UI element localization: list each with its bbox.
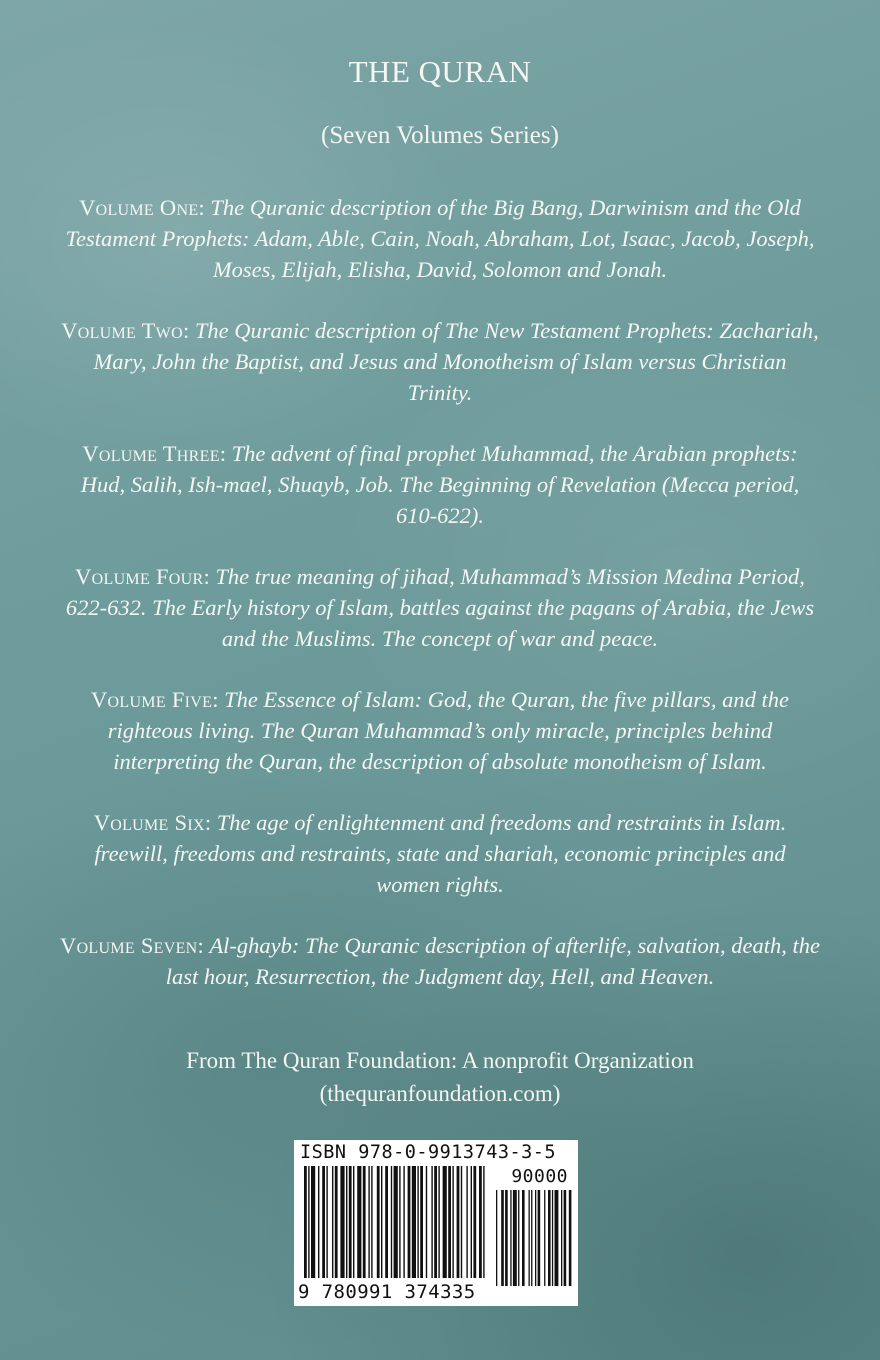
volume-entry-3: Volume Three: The advent of final prophet Muhammad, the Arabian prophets: Hud, Salih, Ish-mael, Shuayb, Job. The Beginning of Revelation (Mecca period, 610-622). bbox=[80, 441, 800, 528]
barcode-bar bbox=[438, 1166, 439, 1278]
barcode-bar bbox=[311, 1166, 315, 1278]
addon-bar bbox=[513, 1190, 517, 1286]
barcode-bar bbox=[353, 1166, 354, 1278]
addon-bar bbox=[564, 1190, 567, 1286]
volume-entry-1: Volume One: The Quranic description of the Big Bang, Darwinism and the Old Testament Prophets: Adam, Able, Cain, Noah, Abraham, Lot, Isaac, Jacob, Joseph, Moses, Elijah, Elisha, David, Solomon and Jonah. bbox=[65, 195, 815, 282]
addon-bar bbox=[522, 1190, 525, 1286]
volume-list bbox=[60, 192, 820, 1022]
barcode-bar bbox=[308, 1166, 309, 1278]
addon-bar bbox=[561, 1190, 562, 1286]
addon-bar bbox=[505, 1190, 508, 1286]
barcode-bar bbox=[318, 1166, 319, 1278]
volume-label: Volume Six bbox=[93, 810, 205, 835]
barcode-bar bbox=[403, 1166, 404, 1278]
addon-bar bbox=[496, 1190, 497, 1286]
barcode-bar bbox=[443, 1166, 447, 1278]
addon-bar bbox=[544, 1190, 545, 1286]
volume-description: Al-ghayb: The Quranic description of afterlife, salvation, death, the last hour, Resurrection, the Judgment day, Hell, and Heaven. bbox=[165, 933, 820, 989]
addon-bar bbox=[552, 1190, 553, 1286]
addon-bar bbox=[510, 1190, 511, 1286]
barcode-bar bbox=[412, 1166, 416, 1278]
volume-label: Volume Two bbox=[61, 318, 183, 343]
barcode-bar bbox=[461, 1166, 462, 1278]
barcode-bar bbox=[417, 1166, 418, 1278]
volume-entry-7: Volume Seven: Al-ghayb: The Quranic description of afterlife, salvation, death, the last hour, Resurrection, the Judgment day, Hell, and Heaven. bbox=[60, 933, 820, 989]
addon-bar bbox=[501, 1190, 504, 1286]
addon-bar bbox=[529, 1190, 530, 1286]
barcode-bar bbox=[431, 1166, 432, 1278]
barcode-bar bbox=[332, 1166, 333, 1278]
barcode-bar bbox=[452, 1166, 453, 1278]
publisher-line: From The Quran Foundation: A nonprofit Organization bbox=[186, 1048, 694, 1073]
barcode-bar bbox=[399, 1166, 400, 1278]
volume-description: The age of enlightenment and freedoms and restraints in Islam. freewill, freedoms and restraints, state and shariah, economic principles and women rights. bbox=[94, 810, 787, 897]
volume-entry-5: Volume Five: The Essence of Islam: God, the Quran, the five pillars, and the righteous living. The Quran Muhammad’s only miracle, principles behind interpreting the Quran, the description of absolute monotheism of Islam. bbox=[90, 687, 790, 774]
barcode-bar bbox=[368, 1166, 369, 1278]
barcode-bar bbox=[483, 1166, 484, 1278]
volume-entry-6: Volume Six: The age of enlightenment and freedoms and restraints in Islam. freewill, freedoms and restraints, state and shariah, economic principles and women rights. bbox=[93, 810, 787, 897]
volume-label: Volume Five bbox=[90, 687, 213, 712]
barcode-bar bbox=[326, 1166, 327, 1278]
barcode-bar bbox=[479, 1166, 482, 1278]
barcode-bar bbox=[335, 1166, 338, 1278]
barcode-digits: 9 780991 374335 bbox=[298, 1281, 476, 1303]
barcode-bar bbox=[322, 1166, 325, 1278]
addon-bar bbox=[531, 1190, 532, 1286]
barcode-bar bbox=[434, 1166, 437, 1278]
volume-label: Volume Seven bbox=[60, 933, 198, 958]
series-subtitle: (Seven Volumes Series) bbox=[321, 122, 559, 149]
addon-bar bbox=[518, 1190, 519, 1286]
publisher-website: (thequranfoundation.com) bbox=[319, 1081, 561, 1106]
addon-bar bbox=[569, 1190, 572, 1286]
barcode-bar bbox=[426, 1166, 427, 1278]
barcode-bar bbox=[448, 1166, 451, 1278]
volume-description: The true meaning of jihad, Muhammad’s Mission Medina Period, 622-632. The Early history of Islam, battles against the pagans of Arabia, the Jews and the Muslims. The concept of war and peace. bbox=[65, 564, 815, 651]
barcode-bar bbox=[473, 1166, 476, 1278]
isbn-label: ISBN 978-0-9913743-3-5 bbox=[300, 1142, 557, 1163]
barcode-bar bbox=[371, 1166, 372, 1278]
price-code: 90000 bbox=[511, 1166, 568, 1187]
barcode-bar bbox=[457, 1166, 460, 1278]
isbn-barcode bbox=[294, 1140, 578, 1306]
addon-bar bbox=[555, 1190, 559, 1286]
publisher-note bbox=[0, 1044, 880, 1110]
barcode-bar bbox=[471, 1166, 472, 1278]
barcode-bar bbox=[340, 1166, 344, 1278]
volume-entry-2: Volume Two: The Quranic description of The New Testament Prophets: Zachariah, Mary, John the Baptist, and Jesus and Monotheism of Islam versus Christian Trinity. bbox=[61, 318, 819, 405]
barcode-bar bbox=[391, 1166, 392, 1278]
addon-bar bbox=[548, 1190, 551, 1286]
barcode-bar bbox=[363, 1166, 366, 1278]
volume-entry-4: Volume Four: The true meaning of jihad, Muhammad’s Mission Medina Period, 622-632. The Early history of Islam, battles against the pagans of Arabia, the Jews and the Muslims. The concept of war and peace. bbox=[65, 564, 815, 651]
barcode-bar bbox=[377, 1166, 380, 1278]
barcode-bar bbox=[420, 1166, 423, 1278]
barcode-bar bbox=[394, 1166, 398, 1278]
barcode-bar bbox=[304, 1166, 307, 1278]
volume-description: The Quranic description of The New Testament Prophets: Zachariah, Mary, John the Baptist, and Jesus and Monotheism of Islam versus Christian Trinity. bbox=[93, 318, 819, 405]
barcode-bar bbox=[466, 1166, 467, 1278]
volume-description: The advent of final prophet Muhammad, the Arabian prophets: Hud, Salih, Ish-mael, Shuayb, Job. The Beginning of Revelation (Mecca period, 610-622). bbox=[80, 441, 800, 528]
volume-label: Volume One bbox=[79, 195, 199, 220]
volume-description: The Essence of Islam: God, the Quran, the five pillars, and the righteous living. The Quran Muhammad’s only miracle, principles behind interpreting the Quran, the description of absolute monotheism of Islam. bbox=[107, 687, 790, 774]
volume-description: The Quranic description of the Big Bang, Darwinism and the Old Testament Prophets: Adam, Able, Cain, Noah, Abraham, Lot, Isaac, Jacob, Joseph, Moses, Elijah, Elisha, David, Solomon and Jonah. bbox=[65, 195, 815, 282]
barcode-bar bbox=[408, 1166, 411, 1278]
barcode-bar bbox=[381, 1166, 382, 1278]
book-title: THE QURAN bbox=[348, 54, 532, 89]
addon-bar bbox=[538, 1190, 541, 1286]
barcode-bar bbox=[357, 1166, 361, 1278]
addon-bar bbox=[535, 1190, 536, 1286]
volume-label: Volume Four bbox=[75, 564, 204, 589]
barcode-bar bbox=[349, 1166, 352, 1278]
volume-label: Volume Three bbox=[82, 441, 220, 466]
barcode-bar bbox=[346, 1166, 347, 1278]
barcode-bar bbox=[385, 1166, 388, 1278]
